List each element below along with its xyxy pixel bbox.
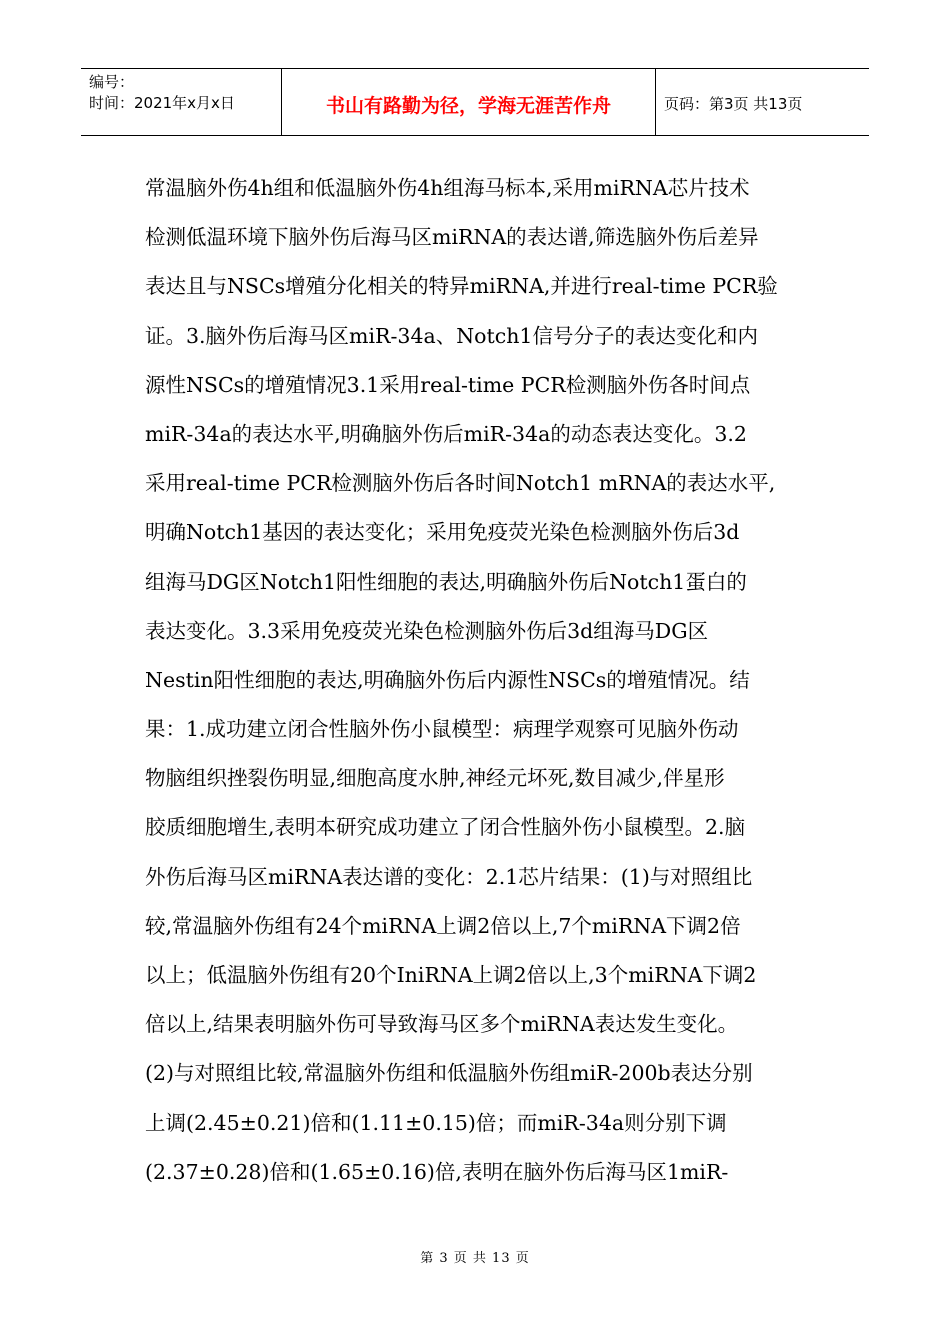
- body-line: 证。3.脑外伤后海马区miR-34a、Notch1信号分子的表达变化和内: [145, 323, 758, 348]
- body-line: 倍以上,结果表明脑外伤可导致海马区多个miRNA表达发生变化。: [145, 1012, 739, 1037]
- body-line: Nestin阳性细胞的表达,明确脑外伤后内源性NSCs的增殖情况。结: [145, 667, 750, 692]
- page-footer: 第 3 页 共 13 页: [420, 1251, 530, 1266]
- body-line: 表达且与NSCs增殖分化相关的特异miRNA,并进行real-time PCR验: [145, 274, 778, 299]
- body-line: (2.37±0.28)倍和(1.65±0.16)倍,表明在脑外伤后海马区1miR-: [145, 1159, 729, 1184]
- body-line: 较,常温脑外伤组有24个miRNA上调2倍以上,7个miRNA下调2倍: [145, 913, 741, 938]
- body-line: 源性NSCs的增殖情况3.1采用real-time PCR检测脑外伤各时间点: [145, 372, 751, 397]
- body-line: 外伤后海马区miRNA表达谱的变化：2.1芯片结果：(1)与对照组比: [145, 864, 753, 889]
- header-page-info: 页码：第3页 共13页: [664, 95, 803, 113]
- body-line: miR-34a的表达水平,明确脑外伤后miR-34a的动态表达变化。3.2: [145, 421, 747, 446]
- body-line: 检测低温环境下脑外伤后海马区miRNA的表达谱,筛选脑外伤后差异: [145, 225, 759, 250]
- body-line: 表达变化。3.3采用免疫荧光染色检测脑外伤后3d组海马DG区: [145, 618, 709, 643]
- body-line: 采用real-time PCR检测脑外伤后各时间Notch1 mRNA的表达水平,: [145, 471, 776, 496]
- body-line: 组海马DG区Notch1阳性细胞的表达,明确脑外伤后Notch1蛋白的: [145, 569, 747, 594]
- page-header: [81, 68, 869, 136]
- body-line: 物脑组织挫裂伤明显,细胞高度水肿,神经元坏死,数目减少,伴星形: [145, 766, 725, 791]
- body-line: 上调(2.45±0.21)倍和(1.11±0.15)倍；而miR-34a则分别下调: [145, 1110, 727, 1135]
- body-line: 胶质细胞增生,表明本研究成功建立了闭合性脑外伤小鼠模型。2.脑: [145, 815, 746, 840]
- doc-number-label: 编号：: [89, 73, 135, 91]
- body-line: 以上；低温脑外伤组有20个IniRNA上调2倍以上,3个miRNA下调2: [145, 963, 757, 987]
- header-meta: [81, 69, 282, 135]
- header-motto: 书山有路勤为径，学海无涯苦作舟: [282, 69, 656, 135]
- body-line: 果：1.成功建立闭合性脑外伤小鼠模型：病理学观察可见脑外伤动: [145, 717, 739, 742]
- body-line: 明确Notch1基因的表达变化；采用免疫荧光染色检测脑外伤后3d: [145, 520, 740, 545]
- body-line: (2)与对照组比较,常温脑外伤组和低温脑外伤组miR-200b表达分别: [145, 1061, 753, 1086]
- time-label: 时间：2021年x月x日: [89, 94, 235, 112]
- body-line: 常温脑外伤4h组和低温脑外伤4h组海马标本,采用miRNA芯片技术: [145, 176, 750, 200]
- body-text: [145, 164, 807, 1197]
